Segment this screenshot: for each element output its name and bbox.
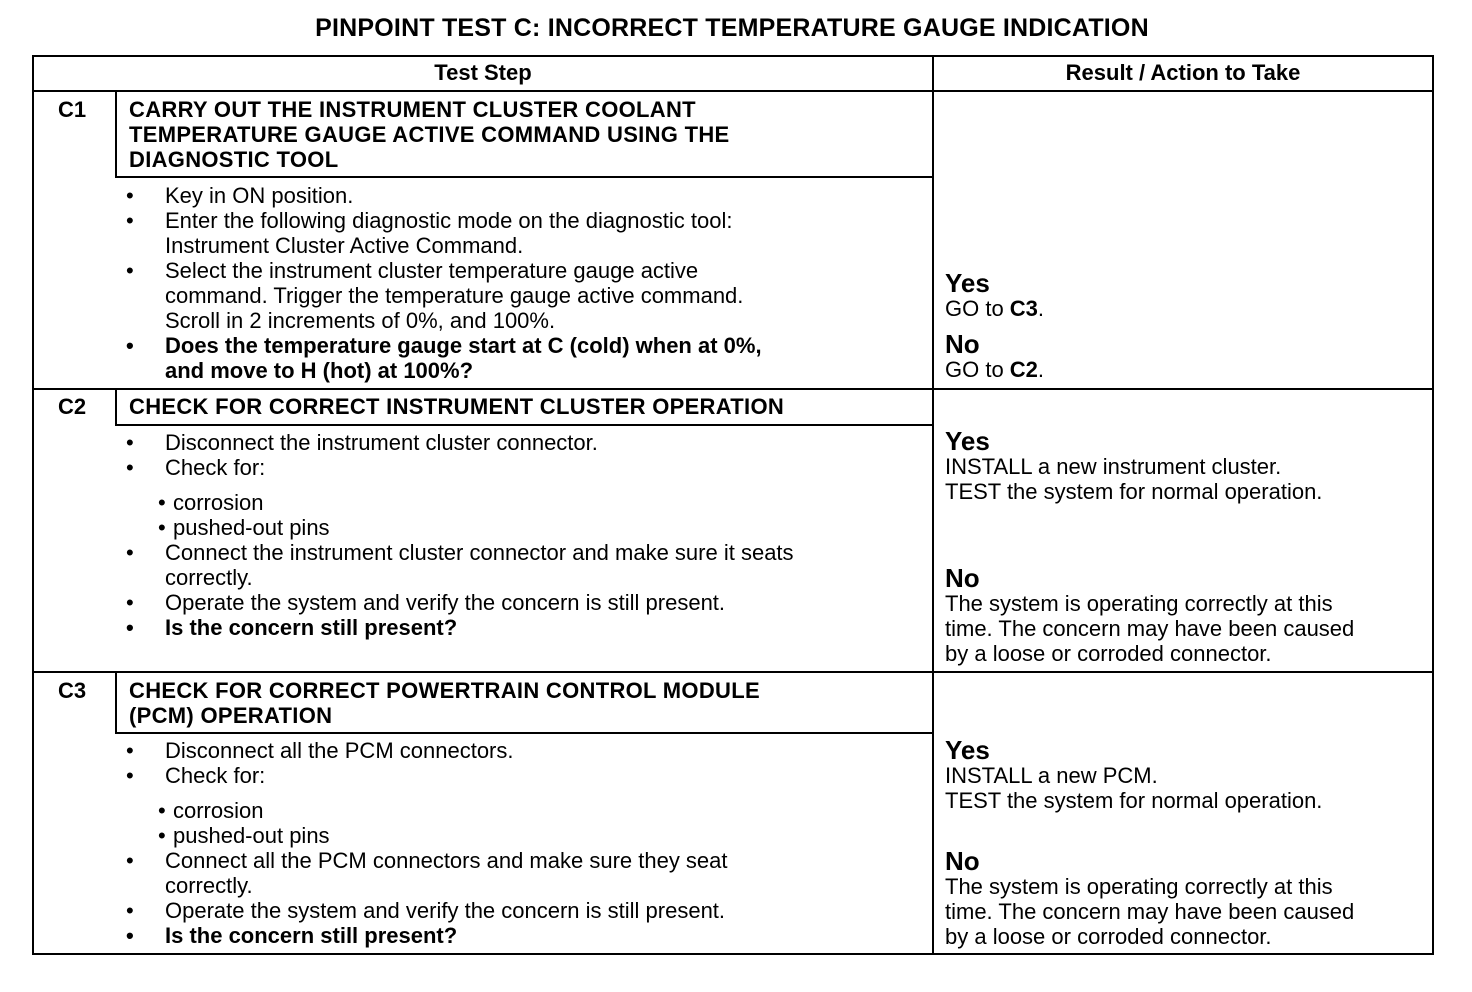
list-item: • Is the concern still present? (118, 615, 928, 640)
step-title-c2: CHECK FOR CORRECT INSTRUMENT CLUSTER OPERATION (129, 394, 785, 419)
c1-title-divider (115, 176, 934, 178)
result-yes-c2: Yes INSTALL a new instrument cluster. TEST the system for normal operation. (945, 426, 1323, 504)
c1-id-divider (115, 90, 117, 178)
result-yes-c3: Yes INSTALL a new PCM. TEST the system for normal operation. (945, 735, 1323, 813)
c3-title-divider (115, 732, 934, 734)
page-title: PINPOINT TEST C: INCORRECT TEMPERATURE GAUGE INDICATION (315, 14, 1149, 42)
header-divider (32, 90, 1434, 92)
table-border-right (1432, 55, 1434, 955)
list-item: • Connect all the PCM connectors and make sure they seat correctly. (118, 848, 928, 898)
list-item: • Connect the instrument cluster connector and make sure it seats correctly. (118, 540, 928, 590)
list-item: • Disconnect the instrument cluster connector. (118, 430, 928, 455)
list-item: • Operate the system and verify the concern is still present. (118, 590, 928, 615)
step-id-c2: C2 (58, 394, 87, 419)
result-yes-c1: Yes GO to C3. (945, 268, 1045, 321)
result-no-c3: No The system is operating correctly at this time. The concern may have been caused by a loose or corroded connector. (945, 846, 1355, 949)
header-test-step: Test Step (434, 60, 532, 85)
table-border-top (32, 55, 1434, 57)
c2-title-divider (115, 424, 934, 426)
c2-id-divider (115, 389, 117, 425)
step-title-c3: CHECK FOR CORRECT POWERTRAIN CONTROL MODULE (PCM) OPERATION (129, 678, 760, 728)
result-no-c1: No GO to C2. (945, 329, 1045, 382)
table-border-left (32, 55, 34, 955)
list-item: • pushed-out pins (118, 515, 928, 540)
column-divider (932, 55, 934, 955)
step-bullets-c1 (118, 183, 928, 383)
step-title-c1: CARRY OUT THE INSTRUMENT CLUSTER COOLANT TEMPERATURE GAUGE ACTIVE COMMAND USING THE DIAGNOSTIC TOOL (129, 97, 730, 172)
step-bullets-c3 (118, 738, 928, 948)
list-item: • corrosion (118, 798, 928, 823)
list-item: • pushed-out pins (118, 823, 928, 848)
list-item: • Disconnect all the PCM connectors. (118, 738, 928, 763)
list-item: • Is the concern still present? (118, 923, 928, 948)
result-no-c2: No The system is operating correctly at this time. The concern may have been caused by a loose or corroded connector. (945, 563, 1355, 666)
list-item: • Check for: (118, 763, 928, 788)
list-item: • Enter the following diagnostic mode on the diagnostic tool: Instrument Cluster Active Command. (118, 208, 928, 258)
step-id-c1: C1 (58, 97, 87, 122)
list-item: • Select the instrument cluster temperature gauge active command. Trigger the temperature gauge active command. Scroll in 2 increments of 0%, and 100%. (118, 258, 928, 333)
table-border-bottom (32, 953, 1434, 955)
list-item: • corrosion (118, 490, 928, 515)
step-bullets-c2 (118, 430, 928, 640)
c1-row-divider (32, 388, 1434, 390)
list-item: • Check for: (118, 455, 928, 480)
c2-row-divider (32, 671, 1434, 673)
c3-id-divider (115, 672, 117, 734)
list-item: • Key in ON position. (118, 183, 928, 208)
header-result: Result / Action to Take (1065, 60, 1301, 85)
list-item: • Operate the system and verify the concern is still present. (118, 898, 928, 923)
step-id-c3: C3 (58, 678, 87, 703)
list-item: • Does the temperature gauge start at C (cold) when at 0%, and move to H (hot) at 100%? (118, 333, 928, 383)
